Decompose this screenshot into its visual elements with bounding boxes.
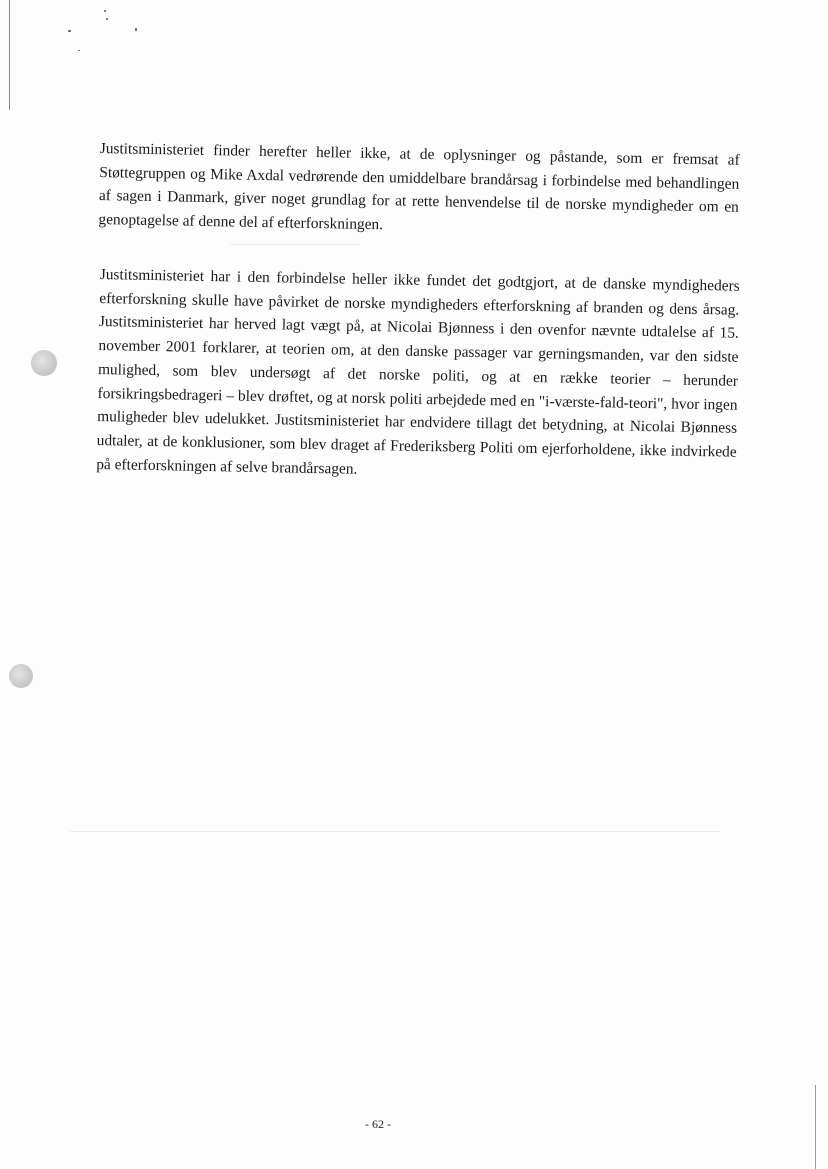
scan-edge-left	[9, 0, 10, 110]
page-number: - 62 -	[365, 1117, 391, 1131]
scan-edge-right	[815, 1085, 816, 1169]
punch-hole-lower	[9, 664, 33, 688]
scan-speck	[135, 28, 137, 31]
scan-speck	[78, 50, 80, 51]
body-paragraph-1: Justitsministeriet finder herefter heller ikke, at de oplysninger og påstande, som er fremsat af Støttegruppen og Mike Axdal vedrørende den umiddelbare brandårsag i forbindelse med behandlingen af sagen i Danmark, giver noget grundlag for at rette henvendelse til de norske myndigheder om en genoptagelse af denne del af efterforskningen.	[98, 140, 740, 234]
scan-shadow-line	[230, 244, 360, 245]
scan-speck	[104, 10, 106, 12]
body-paragraph-2: Justitsministeriet har i den forbindelse heller ikke fundet det godtgjort, at de danske myndigheders efterforskning skulle have påvirket de norske myndigheders efterforskning af branden og dens årsag. Justitsministeriet har herved lagt vægt på, at Nicolai Bjønness i den ovenfor nævnte udtalelse af 15. november 2001 forklarer, at teorien om, at den danske passager var gerningsmanden, var den sidste mulighed, som blev undersøgt af det norske politi, og at en række teorier – herunder forsikringsbedrageri – blev drøftet, og at norsk politi arbejdede med en "i-værste-fald-teori", hvor ingen muligheder blev udelukket. Justitsministeriet har endvidere tillagt det betydning, at Nicolai Bjønness udtaler, at de konklusioner, som blev draget af Frederiksberg Politi om ejerforholdene, ikke indvirkede på efterforskningen af selve brandårsagen.	[96, 266, 740, 478]
scan-speck	[106, 18, 108, 20]
scan-speck	[68, 30, 71, 32]
scan-shadow-line	[70, 831, 720, 832]
punch-hole-upper	[31, 350, 57, 376]
